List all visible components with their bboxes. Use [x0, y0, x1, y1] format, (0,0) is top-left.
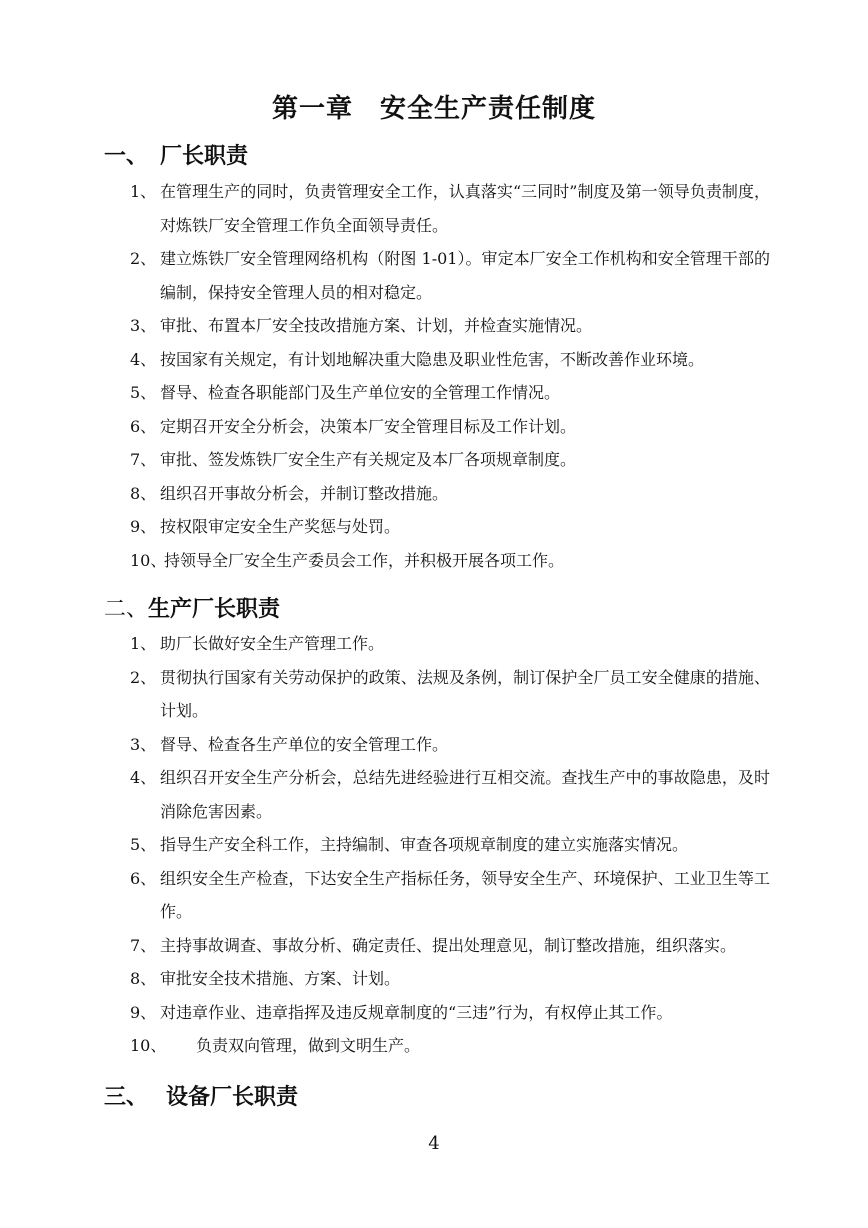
section-1-list — [130, 175, 770, 577]
item-text: 按国家有关规定，有计划地解决重大隐患及职业性危害，不断改善作业环境。 — [160, 349, 705, 369]
list-item — [130, 962, 770, 996]
item-text: 组织召开安全生产分析会，总结先进经验进行互相交流。查找生产中的事故隐患，及时消除危害因素。 — [160, 768, 770, 821]
item-text: 督导、检查各职能部门及生产单位安的全管理工作情况。 — [160, 383, 561, 402]
item-text: 组织安全生产检查，下达安全生产指标任务，领导安全生产、环境保护、工业卫生等工作。 — [160, 868, 770, 921]
item-number: 1、 — [130, 182, 157, 201]
item-number: 8、 — [130, 483, 157, 503]
list-item — [130, 761, 770, 828]
list-item — [130, 175, 770, 242]
list-item — [130, 242, 770, 309]
item-text: 定期召开安全分析会，决策本厂安全管理目标及工作计划。 — [160, 416, 577, 436]
item-text: 建立炼铁厂安全管理网络机构（附图 1-01）。审定本厂安全工作机构和安全管理干部的编制，保持安全管理人员的相对稳定。 — [160, 249, 770, 302]
list-item — [130, 477, 770, 511]
list-item — [130, 661, 770, 728]
item-text: 持领导全厂安全生产委员会工作，并积极开展各项工作。 — [164, 550, 565, 570]
item-number: 6、 — [130, 868, 157, 888]
page-number: 4 — [428, 1133, 440, 1154]
list-item — [130, 544, 770, 578]
chapter-title: 第一章 安全生产责任制度 — [271, 94, 596, 124]
item-text: 在管理生产的同时，负责管理安全工作，认真落实“三同时”制度及第一领导负责制度，对炼铁厂安全管理工作负全面领导责任。 — [160, 182, 770, 235]
section-heading-3 — [104, 1080, 298, 1111]
list-item — [130, 1029, 770, 1063]
section-2-list — [130, 627, 770, 1063]
item-number: 10、 — [130, 1036, 167, 1055]
list-item — [130, 996, 770, 1030]
section-number: 二、 — [104, 597, 149, 622]
item-number: 3、 — [130, 316, 157, 335]
item-number: 7、 — [130, 935, 157, 955]
item-text: 按权限审定安全生产奖惩与处罚。 — [160, 517, 401, 536]
item-number: 9、 — [130, 517, 157, 536]
item-text: 指导生产安全科工作，主持编制、审查各项规章制度的建立实施落实情况。 — [160, 835, 689, 854]
item-number: 8、 — [130, 969, 157, 988]
item-number: 2、 — [130, 249, 157, 268]
item-text: 组织召开事故分析会，并制订整改措施。 — [160, 483, 449, 503]
section-number: 三、 — [104, 1084, 149, 1110]
item-number: 7、 — [130, 450, 157, 469]
item-text: 审批、签发炼铁厂安全生产有关规定及本厂各项规章制度。 — [160, 450, 577, 469]
list-item — [130, 510, 770, 544]
item-number: 4、 — [130, 768, 157, 787]
item-number: 4、 — [130, 349, 157, 369]
item-number: 5、 — [130, 383, 157, 402]
item-text: 负责双向管理，做到文明生产。 — [196, 1036, 421, 1055]
item-number: 5、 — [130, 835, 157, 854]
list-item — [130, 343, 770, 377]
list-item — [130, 929, 770, 963]
item-number: 10、 — [130, 550, 167, 570]
item-text: 督导、检查各生产单位的安全管理工作。 — [160, 734, 449, 754]
list-item — [130, 862, 770, 929]
item-number: 1、 — [130, 634, 157, 653]
section-title: 设备厂长职责 — [166, 1084, 299, 1110]
section-title: 厂长职责 — [160, 143, 249, 169]
list-item — [130, 627, 770, 661]
list-item — [130, 309, 770, 343]
section-heading-1 — [104, 139, 248, 170]
item-number: 6、 — [130, 416, 157, 436]
list-item — [130, 443, 770, 477]
item-text: 对违章作业、违章指挥及违反规章制度的“三违”行为，有权停止其工作。 — [160, 1002, 673, 1022]
section-heading-2 — [104, 592, 280, 623]
list-item — [130, 828, 770, 862]
section-number: 一、 — [104, 143, 149, 169]
item-text: 主持事故调查、事故分析、确定责任、提出处理意见，制订整改措施，组织落实。 — [160, 935, 737, 955]
item-number: 3、 — [130, 734, 157, 754]
list-item — [130, 376, 770, 410]
item-text: 助厂长做好安全生产管理工作。 — [160, 634, 385, 653]
item-text: 审批、布置本厂安全技改措施方案、计划，并检查实施情况。 — [160, 316, 593, 335]
list-item — [130, 410, 770, 444]
item-text: 贯彻执行国家有关劳动保护的政策、法规及条例，制订保护全厂员工安全健康的措施、计划。 — [160, 667, 770, 720]
list-item — [130, 728, 770, 762]
item-number: 9、 — [130, 1002, 157, 1022]
item-number: 2、 — [130, 667, 157, 687]
item-text: 审批安全技术措施、方案、计划。 — [160, 969, 401, 988]
section-title: 生产厂长职责 — [148, 596, 281, 622]
